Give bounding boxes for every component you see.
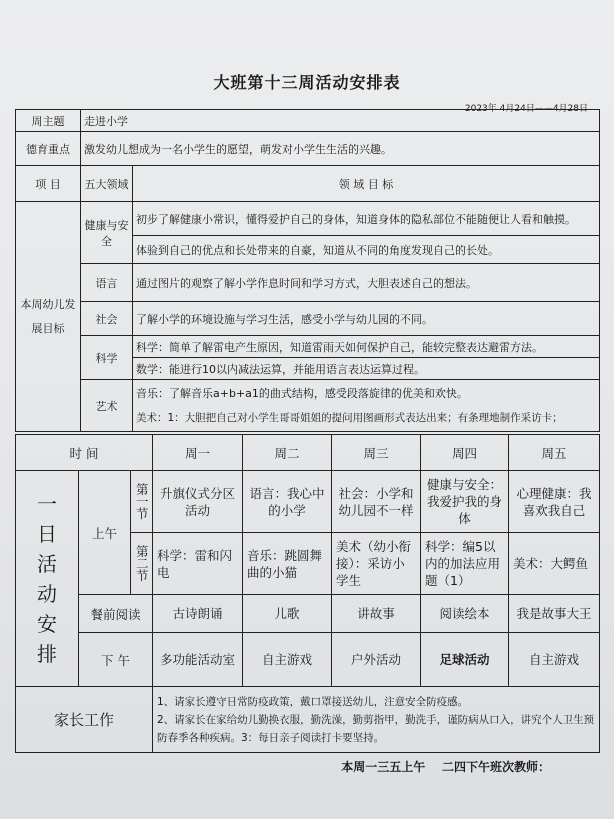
activity-p1-thu: 健康与安全：我爱护我的身体 — [421, 471, 509, 533]
objective-fineart: 美术：1：大胆把自己对小学生哥哥姐姐的提问用图画形式表达出来；有条理地制作采访卡； — [136, 411, 563, 424]
afternoon-wed: 户外活动 — [332, 633, 421, 687]
day-thu: 周四 — [421, 435, 509, 471]
moral-label: 德育重点 — [16, 132, 81, 166]
reading-mon: 古诗朗诵 — [153, 595, 243, 633]
domain-language: 语言 — [81, 264, 133, 302]
domain-health: 健康与安全 — [81, 202, 133, 264]
day-fri: 周五 — [509, 435, 600, 471]
activity-p2-fri: 美术：大鳄鱼 — [509, 533, 600, 595]
parent-work-item-1: 1、请家长遵守日常防疫政策，戴口罩接送幼儿，注意安全防疫感。 — [157, 695, 469, 708]
activity-p2-wed: 美术（幼小衔接）：采访小学生 — [332, 533, 421, 595]
reading-fri: 我是故事大王 — [509, 595, 600, 633]
activity-p1-fri: 心理健康：我喜欢我自己 — [509, 471, 600, 533]
schedule-table — [15, 434, 600, 687]
afternoon-mon: 多功能活动室 — [153, 633, 243, 687]
activity-p2-tue: 音乐：跳圆舞曲的小猫 — [243, 533, 332, 595]
reading-tue: 儿歌 — [243, 595, 332, 633]
parent-work-table — [15, 686, 600, 753]
goals-group-label: 本周幼儿发展目标 — [16, 202, 81, 432]
objective-science: 科学：简单了解雷电产生原因，知道雷雨天如何保护自己，能较完整表达避雷方法。 — [133, 336, 600, 358]
activity-p2-thu: 科学：编5以内的加法应用题（1） — [421, 533, 509, 595]
period-1-label: 第一节 — [131, 471, 153, 533]
date-range: 2023年 4月24日——4月28日 — [464, 104, 588, 114]
period-2-label: 第二节 — [131, 533, 153, 595]
domain-science: 科学 — [81, 336, 133, 380]
page-title: 大班第十三周活动安排表 — [213, 73, 401, 92]
afternoon-tue: 自主游戏 — [243, 633, 332, 687]
objective-health-2: 体验到自己的优点和长处带来的自豪，知道从不同的角度发现自己的长处。 — [133, 236, 600, 264]
goals-table — [15, 109, 600, 432]
afternoon-fri: 自主游戏 — [509, 633, 600, 687]
time-header: 时 间 — [16, 435, 153, 471]
activity-p1-wed: 社会：小学和幼儿园不一样 — [332, 471, 421, 533]
day-mon: 周一 — [153, 435, 243, 471]
schedule-group-label: 一日活动安排 — [16, 471, 79, 687]
morning-label: 上午 — [79, 471, 131, 595]
day-tue: 周二 — [243, 435, 332, 471]
parent-work-content — [153, 687, 600, 753]
reading-wed: 讲故事 — [332, 595, 421, 633]
objective-music: 音乐：了解音乐a+b+a1的曲式结构，感受段落旋律的优美和欢快。 — [136, 386, 468, 400]
theme-value: 走进小学 — [81, 110, 600, 132]
objective-header: 领 域 目 标 — [133, 166, 600, 202]
parent-work-item-2: 2、请家长在家给幼儿勤换衣服，勤洗澡，勤剪指甲，勤洗手，谨防病从口入，讲究个人卫生预防春季各种疾病。3：每日亲子阅读打卡要坚持。 — [157, 713, 595, 744]
theme-label: 周主题 — [16, 110, 81, 132]
domain-header: 五大领域 — [81, 166, 133, 202]
afternoon-label: 下 午 — [79, 633, 153, 687]
moral-value: 激发幼儿想成为一名小学生的愿望，萌发对小学生生活的兴趣。 — [81, 132, 600, 166]
parent-work-label: 家长工作 — [16, 687, 153, 753]
objective-social: 了解小学的环境设施与学习生活，感受小学与幼儿园的不同。 — [133, 302, 600, 336]
domain-art: 艺术 — [81, 380, 133, 432]
objective-art — [133, 380, 600, 432]
domain-social: 社会 — [81, 302, 133, 336]
day-wed: 周三 — [332, 435, 421, 471]
activity-p1-tue: 语言：我心中的小学 — [243, 471, 332, 533]
teacher-footer: 本周一三五上午 二四下午班次教师： — [341, 760, 550, 774]
item-header: 项 目 — [16, 166, 81, 202]
reading-label: 餐前阅读 — [79, 595, 153, 633]
activity-p2-mon: 科学：雷和闪电 — [153, 533, 243, 595]
reading-thu: 阅读绘本 — [421, 595, 509, 633]
objective-math: 数学：能进行10以内减法运算，并能用语言表达运算过程。 — [133, 358, 600, 380]
objective-health-1: 初步了解健康小常识，懂得爱护自己的身体，知道身体的隐私部位不能随便让人看和触摸。 — [133, 202, 600, 236]
activity-p1-mon: 升旗仪式分区活动 — [153, 471, 243, 533]
afternoon-thu: 足球活动 — [421, 633, 509, 687]
objective-language: 通过图片的观察了解小学作息时间和学习方式，大胆表述自己的想法。 — [133, 264, 600, 302]
